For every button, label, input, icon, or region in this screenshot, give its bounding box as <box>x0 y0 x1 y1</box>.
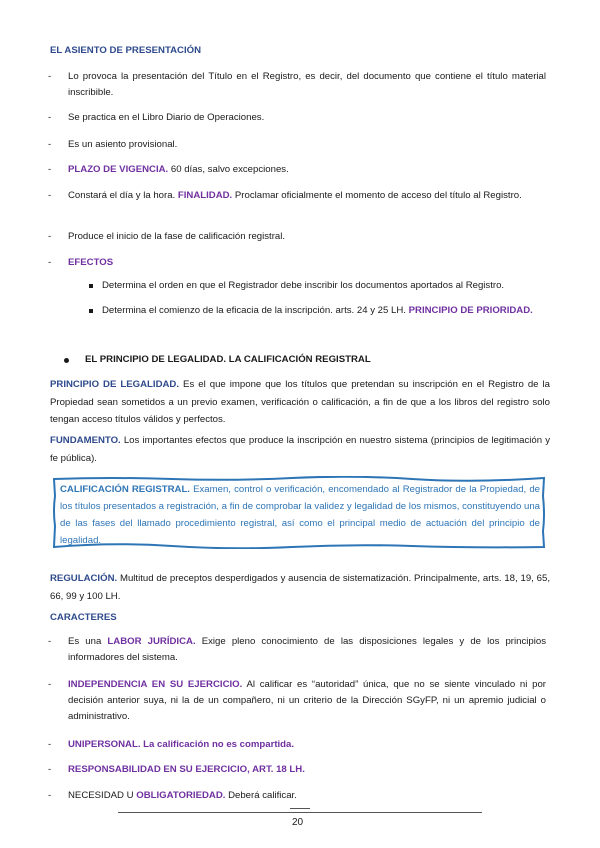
dash-bullet: - <box>48 231 52 242</box>
dash-bullet: - <box>48 139 52 150</box>
list-item <box>48 188 546 204</box>
item-pre: Constará el día y la hora. <box>68 190 178 201</box>
square-bullet <box>89 309 93 313</box>
list-item <box>48 137 546 153</box>
paragraph-text: Los importantes efectos que produce la inscripción en nuestro sistema (principios de legitimación y fe pública). <box>50 435 550 464</box>
dash-bullet: - <box>48 71 52 82</box>
highlight-plazo: PLAZO DE VIGENCIA. <box>68 164 169 175</box>
caracteres-title: CARACTERES <box>50 612 117 623</box>
square-bullet <box>89 284 93 288</box>
label-calificacion: CALIFICACIÓN REGISTRAL. <box>60 484 190 495</box>
list-item <box>48 162 546 178</box>
dash-bullet: - <box>48 190 52 201</box>
highlight-independencia: INDEPENDENCIA EN SU EJERCICIO. <box>68 679 243 690</box>
item-text: Proclamar oficialmente el momento de acceso del título al Registro. <box>232 190 522 201</box>
sub-list-item <box>102 278 552 294</box>
sub-list-item <box>102 303 552 319</box>
dash-bullet: - <box>48 164 52 175</box>
section-title-legalidad <box>68 354 371 365</box>
item-pre: NECESIDAD U <box>68 790 137 801</box>
paragraph-fundamento <box>50 432 550 467</box>
item-text: Deberá calificar. <box>225 790 297 801</box>
dash-bullet: - <box>48 112 52 123</box>
calificacion-text <box>60 481 540 549</box>
item-text: 60 días, salvo excepciones. <box>168 164 289 175</box>
list-item <box>48 634 546 666</box>
highlight-finalidad: FINALIDAD. <box>177 190 233 201</box>
item-text: Se practica en el Libro Diario de Operaciones. <box>68 112 265 123</box>
item-text: Lo provoca la presentación del Título en el Registro, es decir, del documento que contiene el título material inscribible. <box>68 71 546 98</box>
page-number: 20 <box>292 817 304 828</box>
list-item <box>48 737 546 753</box>
label-fundamento: FUNDAMENTO. <box>50 435 121 446</box>
highlight-unipersonal: UNIPERSONAL. La calificación no es compartida. <box>68 739 295 750</box>
section-title-text: EL PRINCIPIO DE LEGALIDAD. LA CALIFICACIÓN REGISTRAL <box>85 354 371 365</box>
section-title-asiento: EL ASIENTO DE PRESENTACIÓN <box>50 45 202 56</box>
item-text: Determina el orden en que el Registrador debe inscribir los documentos aportados al Registro. <box>102 280 505 291</box>
box-paragraph: Examen, control o verificación, encomendado al Registrador de la Propiedad, de los títulos presentados a registración, a fin de comprobar la validez y legalidad de los mismos, constituyendo una de las fases del llamado procedimiento registral, así como el principal medio de actuación del principio de legalidad. <box>60 484 540 546</box>
dash-bullet: - <box>48 636 52 647</box>
round-bullet <box>64 358 69 363</box>
item-text: Exige pleno conocimiento de las disposiciones legales y de los principios informadores del sistema. <box>68 636 546 663</box>
paragraph-text: Multitud de preceptos desperdigados y ausencia de sistematización. Principalmente, arts. 18, 19, 65, 66, 99 y 100 LH. <box>50 573 550 602</box>
dash-bullet: - <box>48 679 52 690</box>
calificacion-box <box>52 476 546 549</box>
item-text: Determina el comienzo de la eficacia de la inscripción. arts. 24 y 25 LH. <box>102 305 409 316</box>
item-pre: Es una <box>68 636 108 647</box>
item-text: Produce el inicio de la fase de calificación registral. <box>68 231 286 242</box>
paragraph-text: Es el que impone que los títulos que pretendan su inscripción en el Registro de la Propiedad sean sometidos a un previo examen, verificación o calificación, a fin de que a los libros del registro solo tengan acceso títulos válidos y perfectos. <box>50 379 550 425</box>
footer-divider <box>118 812 482 813</box>
list-item <box>48 762 546 778</box>
highlight-obligatoriedad: OBLIGATORIEDAD. <box>136 790 226 801</box>
item-text: Al calificar es “autoridad” única, que no se siente vinculado ni por decisión anterior suya, ni la de un compañero, ni un criterio de la Dirección SGyFP, ni un apremio judicial o administrativo. <box>68 679 546 722</box>
footer-mark <box>290 808 310 809</box>
label-principio: PRINCIPIO DE LEGALIDAD. <box>50 379 180 390</box>
highlight-labor: LABOR JURÍDICA. <box>107 636 196 647</box>
dash-bullet: - <box>48 257 52 268</box>
item-text: Es un asiento provisional. <box>68 139 178 150</box>
highlight-responsabilidad: RESPONSABILIDAD EN SU EJERCICIO, ART. 18 LH. <box>68 764 305 775</box>
list-item <box>48 788 546 804</box>
list-item <box>48 677 546 725</box>
list-item <box>48 229 546 245</box>
dash-bullet: - <box>48 790 52 801</box>
list-item <box>48 110 546 126</box>
dash-bullet: - <box>48 764 52 775</box>
list-item <box>48 255 546 271</box>
paragraph-regulacion <box>50 570 550 605</box>
paragraph-principio <box>50 376 550 429</box>
highlight-efectos: EFECTOS <box>68 257 114 268</box>
label-regulacion: REGULACIÓN. <box>50 573 118 584</box>
highlight-prioridad: PRINCIPIO DE PRIORIDAD. <box>408 305 533 316</box>
dash-bullet: - <box>48 739 52 750</box>
list-item <box>48 69 546 101</box>
